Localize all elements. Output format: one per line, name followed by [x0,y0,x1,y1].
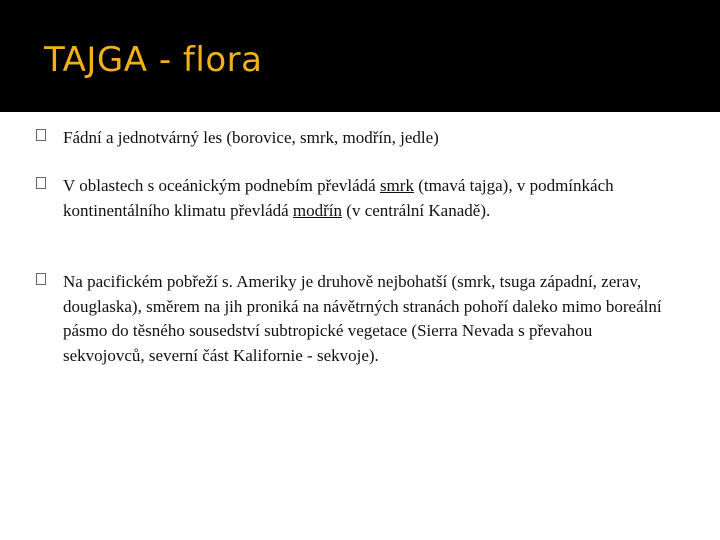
bullet-marker-icon [36,177,46,189]
bullet-2-part-1: V oblastech s oceánickým podnebím převládá [63,176,380,195]
bullet-marker-icon [36,129,46,141]
bullet-text-2 [63,174,663,223]
title-bar [0,0,720,112]
bullet-2-part-3: (tmavá tajga), v podmínkách kontinentálního klimatu převládá [63,176,614,220]
bullet-marker-icon [36,273,46,285]
bullet-2-part-5: (v centrální Kanadě). [342,200,491,220]
bullet-text-3: Na pacifickém pobřeží s. Ameriky je druhově nejbohatší (smrk, tsuga západní, zerav, douglaska), směrem na jih proniká na návětrných stranách pohoří daleko mimo boreální pásmo do těsného sousedství subtropické vegetace (Sierra Nevada s převahou sekvojovců, severní část Kalifornie - sekvoje). [63,272,662,365]
bullet-text-1: Fádní a jednotvárný les (borovice, smrk, modřín, jedle) [63,128,439,147]
underlined-term-modrin: modřín [292,200,343,220]
underlined-term-smrk: smrk [379,176,414,195]
slide-title: TAJGA - flora [44,40,263,80]
